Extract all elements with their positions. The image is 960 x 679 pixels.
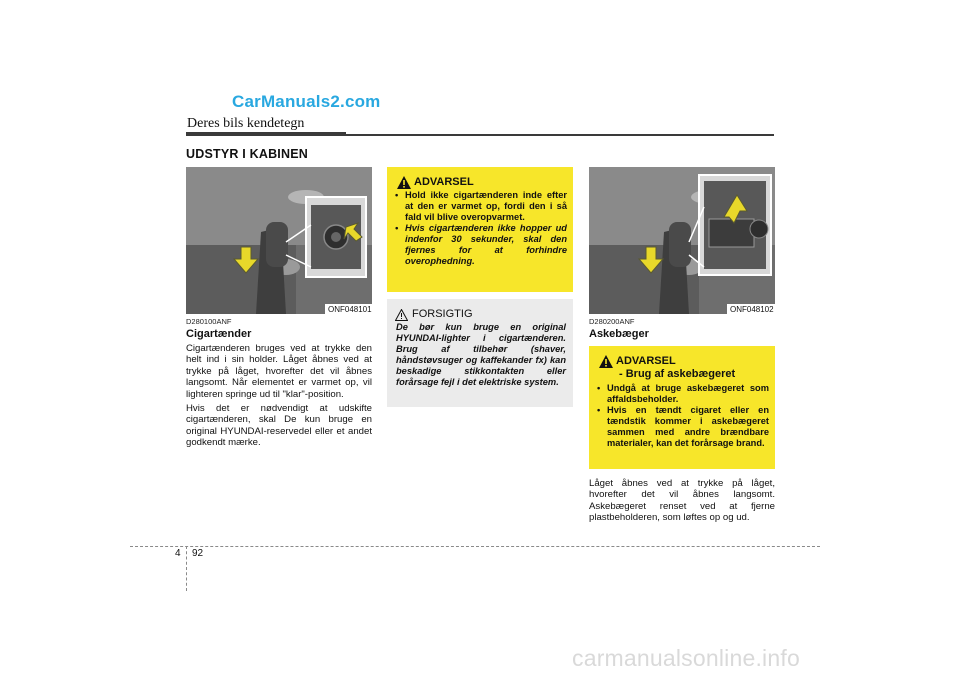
paragraph: Låget åbnes ved at trykke på låget, hvorefter det vil åbnes langsomt. Askebægeret renset ved at fjerne plastbeholderen, som løftes op og ud. [589, 478, 775, 524]
footer-divider [186, 546, 187, 591]
header-rule [346, 134, 774, 136]
caution-box [387, 299, 573, 407]
photo-code-right: ONF048102 [727, 304, 777, 315]
body-text-left [186, 343, 372, 452]
cigarette-lighter-photo [186, 167, 372, 314]
ref-code-left: D280100ANF [186, 317, 232, 326]
section-title: UDSTYR I KABINEN [186, 147, 308, 161]
body-text-right [589, 478, 775, 527]
warning-box-lighter [387, 167, 573, 292]
photo-code-left: ONF048101 [325, 304, 375, 315]
warning-list [595, 383, 769, 449]
watermark-top: CarManuals2.com [232, 92, 381, 111]
warning-item: • Hvis cigartænderen ikke hopper ud indenfor 30 sekunder, skal den fjernes for at forhindre overophedning. [393, 223, 567, 267]
paragraph: Hvis det er nødvendigt at udskifte cigartænderen, skal De kun bruge en original HYUNDAI-reservedel eller et andet godkendt mærke. [186, 403, 372, 449]
caution-title: FORSIGTIG [412, 308, 473, 320]
watermark-bottom: carmanualsonline.info [572, 645, 800, 671]
ref-code-right: D280200ANF [589, 317, 635, 326]
warning-list [393, 190, 567, 267]
heading-ashtray: Askebæger [589, 328, 649, 340]
ashtray-photo [589, 167, 775, 314]
warning-icon [599, 355, 613, 373]
warning-item: • Hvis en tændt cigaret eller en tændstik kommer i askebægeret sammen med andre brændbare materialer, kan det forårsage brand. [595, 405, 769, 449]
warning-title: ADVARSEL [616, 355, 676, 367]
caution-text: De bør kun bruge en original HYUNDAI-lighter i cigartænderen. Brug af tilbehør (shaver, håndstøvsuger og kaffekander fx) kan beskadige stikkontakten eller forårsage fejl i det elektriske system. [396, 322, 566, 387]
footer-rule [130, 546, 820, 547]
warning-item: • Hold ikke cigartænderen inde efter at den er varmet op, fordi den i så fald vil blive overopvarmet. [393, 190, 567, 223]
warning-box-ashtray [589, 346, 775, 469]
warning-item: • Undgå at bruge askebægeret som affaldsbeholder. [595, 383, 769, 405]
header-bar [186, 132, 346, 136]
warning-subtitle: - Brug af askebægeret [619, 368, 736, 380]
chapter-number: 4 [175, 548, 181, 559]
heading-cigarette-lighter: Cigartænder [186, 328, 252, 340]
warning-title: ADVARSEL [414, 176, 474, 188]
header-title: Deres bils kendetegn [187, 116, 305, 131]
paragraph: Cigartænderen bruges ved at trykke den helt ind i sin holder. Låget åbnes ved at trykke på låget, hvorefter det vil åbnes langsomt. Når elementet er varmet op, vil lighteren springe ud til "klar"-position. [186, 343, 372, 400]
page-number: 92 [192, 548, 204, 559]
